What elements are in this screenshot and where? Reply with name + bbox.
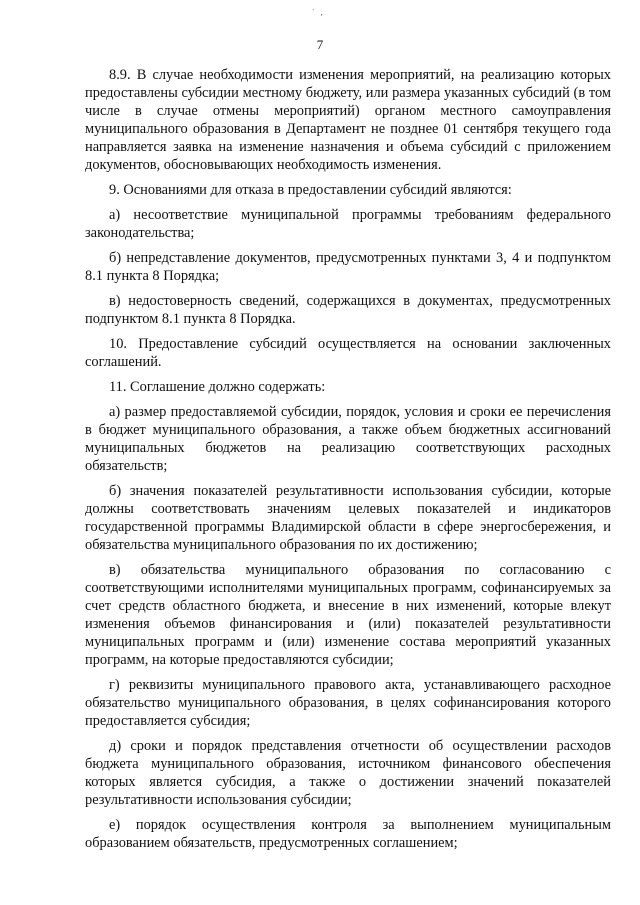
paragraph-11: 11. Соглашение должно содержать: xyxy=(109,379,326,395)
document-body xyxy=(85,66,611,859)
paragraph-8-9: 8.9. В случае необходимости изменения мероприятий, на реализацию которых предоставлены субсидии местному бюджету, или размера указанных субсидий (в том числе в случае отмены мероприятий) органом местного самоуправления муниципального образования в Департамент не позднее 01 сентября текущего года направляется заявка на изменение назначения и объема субсидий с приложением документов, обосновывающих необходимость изменения. xyxy=(85,67,611,173)
paragraph-11-d: д) сроки и порядок представления отчетности об осуществлении расходов бюджета муниципального образования, источником финансового обеспечения которых является субсидия, а также о достижении значений показателей результативности использования субсидии; xyxy=(85,738,611,808)
paragraph-11-b: б) значения показателей результативности использования субсидии, которые должны соответствовать значениям целевых показателей и индикаторов государственной программы Владимирской области в сфере энергосбережения, и обязательства муниципального образования по их достижению; xyxy=(85,483,611,553)
scan-mark: ` , xyxy=(312,8,325,17)
paragraph-9-a: а) несоответствие муниципальной программы требованиям федерального законодательства; xyxy=(85,207,611,241)
paragraph-11-v: в) обязательства муниципального образования по согласованию с соответствующими исполнителями муниципальных программ, софинансируемых за счет средств областного бюджета, и внесение в них изменений, которые влекут изменения объемов финансирования и (или) показателей результативности муниципальных программ и (или) изменение состава мероприятий указанных программ, на которые предоставляются субсидии; xyxy=(85,562,611,668)
paragraph-10: 10. Предоставление субсидий осуществляется на основании заключенных соглашений. xyxy=(85,336,611,370)
paragraph-9: 9. Основаниями для отказа в предоставлении субсидий являются: xyxy=(109,182,512,198)
paragraph-11-g: г) реквизиты муниципального правового акта, устанавливающего расходное обязательство муниципального образования, в целях софинансирования которого предоставляется субсидия; xyxy=(85,677,611,729)
paragraph-9-b: б) непредставление документов, предусмотренных пунктами 3, 4 и подпунктом 8.1 пункта 8 Порядка; xyxy=(85,250,611,284)
paragraph-11-a: а) размер предоставляемой субсидии, порядок, условия и сроки ее перечисления в бюджет муниципального образования, а также объем бюджетных ассигнований муниципальных бюджетов на реализацию соответствующих расходных обязательств; xyxy=(85,404,611,474)
page-number: 7 xyxy=(316,37,324,52)
paragraph-11-e: е) порядок осуществления контроля за выполнением муниципальным образованием обязательств, предусмотренных соглашением; xyxy=(85,817,611,851)
paragraph-9-v: в) недостоверность сведений, содержащихся в документах, предусмотренных подпунктом 8.1 пункта 8 Порядка. xyxy=(85,293,611,327)
